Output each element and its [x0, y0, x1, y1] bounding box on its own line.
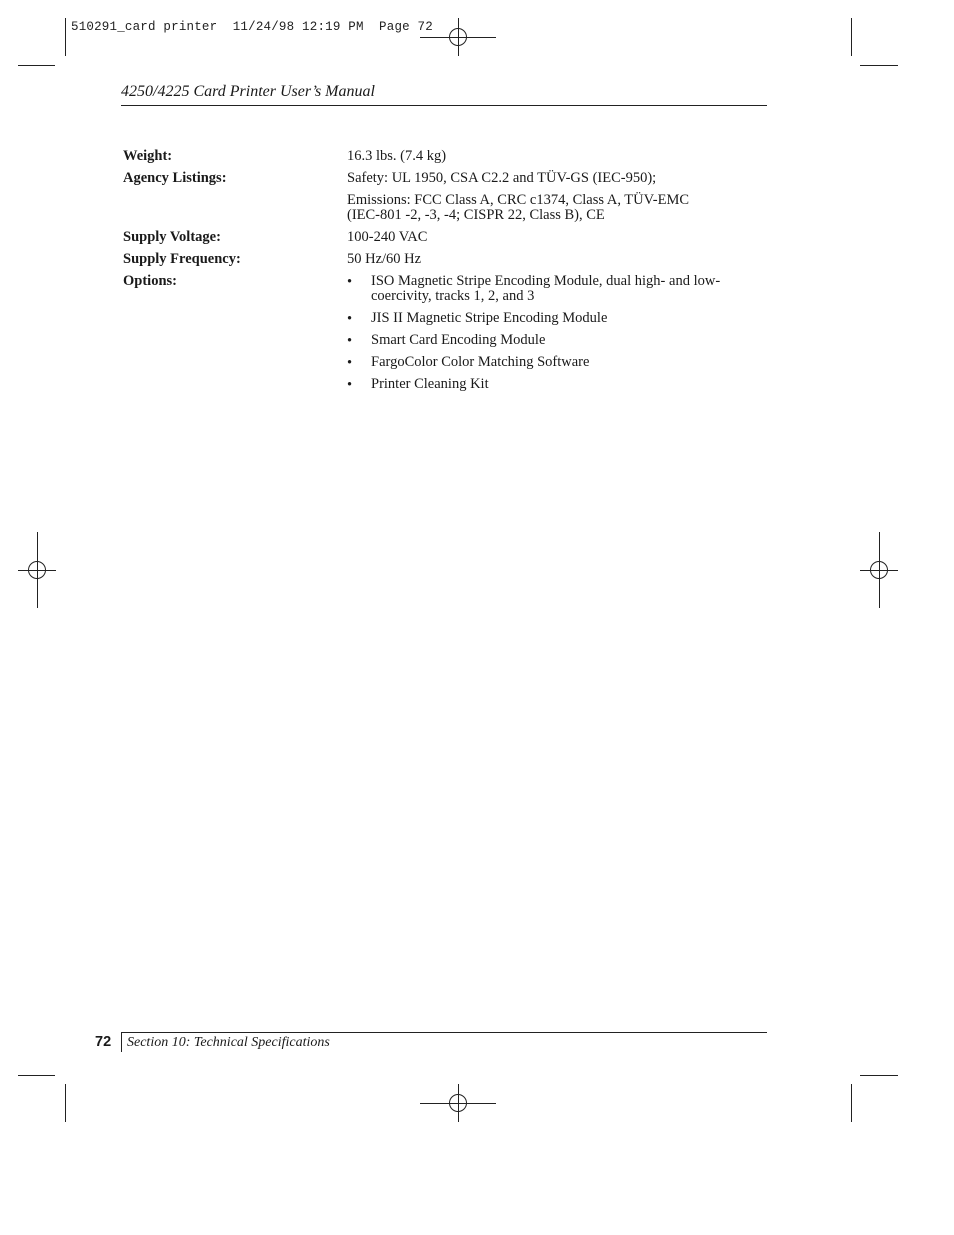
- bullet-symbol: •: [347, 333, 353, 349]
- crop-mark-top-left-horizontal: [18, 65, 55, 66]
- spec-value-supply-frequency: 50 Hz/60 Hz: [347, 251, 422, 267]
- header-rule: [121, 105, 767, 106]
- crop-mark-top-left-vertical: [65, 18, 66, 56]
- option-smart-card: Smart Card Encoding Module: [371, 332, 546, 348]
- spec-value-weight: 16.3 lbs. (7.4 kg): [347, 148, 447, 164]
- bullet-symbol: •: [347, 274, 353, 290]
- crop-mark-bottom-right-horizontal: [860, 1075, 898, 1076]
- crop-mark-top-right-horizontal: [860, 65, 898, 66]
- option-cleaning-kit: Printer Cleaning Kit: [371, 376, 489, 392]
- footer-rule: [121, 1032, 767, 1033]
- option-iso-mag-stripe-line-1: ISO Magnetic Stripe Encoding Module, dual high- and low-: [371, 273, 721, 289]
- footer-divider: [121, 1032, 122, 1052]
- crop-mark-bottom-left-vertical: [65, 1084, 66, 1122]
- spec-value-safety: Safety: UL 1950, CSA C2.2 and TÜV-GS (IEC-950);: [347, 170, 657, 186]
- spec-label-supply-voltage: Supply Voltage:: [123, 229, 221, 245]
- spec-value-supply-voltage: 100-240 VAC: [347, 229, 428, 245]
- option-iso-mag-stripe-line-2: coercivity, tracks 1, 2, and 3: [371, 288, 535, 304]
- footer-section-title: Section 10: Technical Specifications: [127, 1035, 330, 1050]
- spec-label-supply-frequency: Supply Frequency:: [123, 251, 241, 267]
- crop-mark-top-right-vertical: [851, 18, 852, 56]
- running-head: 4250/4225 Card Printer User’s Manual: [121, 83, 375, 100]
- spec-value-emissions-line-1: Emissions: FCC Class A, CRC c1374, Class A, TÜV-EMC: [347, 192, 690, 208]
- registration-mark-bottom: [420, 1084, 496, 1122]
- registration-mark-right: [860, 532, 898, 608]
- printer-slug-line: 510291_card printer 11/24/98 12:19 PM Page 72: [71, 20, 433, 34]
- spec-label-options: Options:: [123, 273, 177, 289]
- bullet-symbol: •: [347, 355, 353, 371]
- bullet-symbol: •: [347, 377, 353, 393]
- crop-mark-bottom-right-vertical: [851, 1084, 852, 1122]
- bullet-symbol: •: [347, 311, 353, 327]
- registration-mark-left: [18, 532, 56, 608]
- option-fargocolor: FargoColor Color Matching Software: [371, 354, 590, 370]
- page-number: 72: [95, 1034, 112, 1050]
- crop-mark-bottom-left-horizontal: [18, 1075, 55, 1076]
- spec-value-emissions-line-2: (IEC-801 -2, -3, -4; CISPR 22, Class B), CE: [347, 207, 605, 223]
- option-jis-mag-stripe: JIS II Magnetic Stripe Encoding Module: [371, 310, 608, 326]
- spec-label-agency-listings: Agency Listings:: [123, 170, 227, 186]
- registration-mark-top: [420, 18, 496, 56]
- spec-label-weight: Weight:: [123, 148, 173, 164]
